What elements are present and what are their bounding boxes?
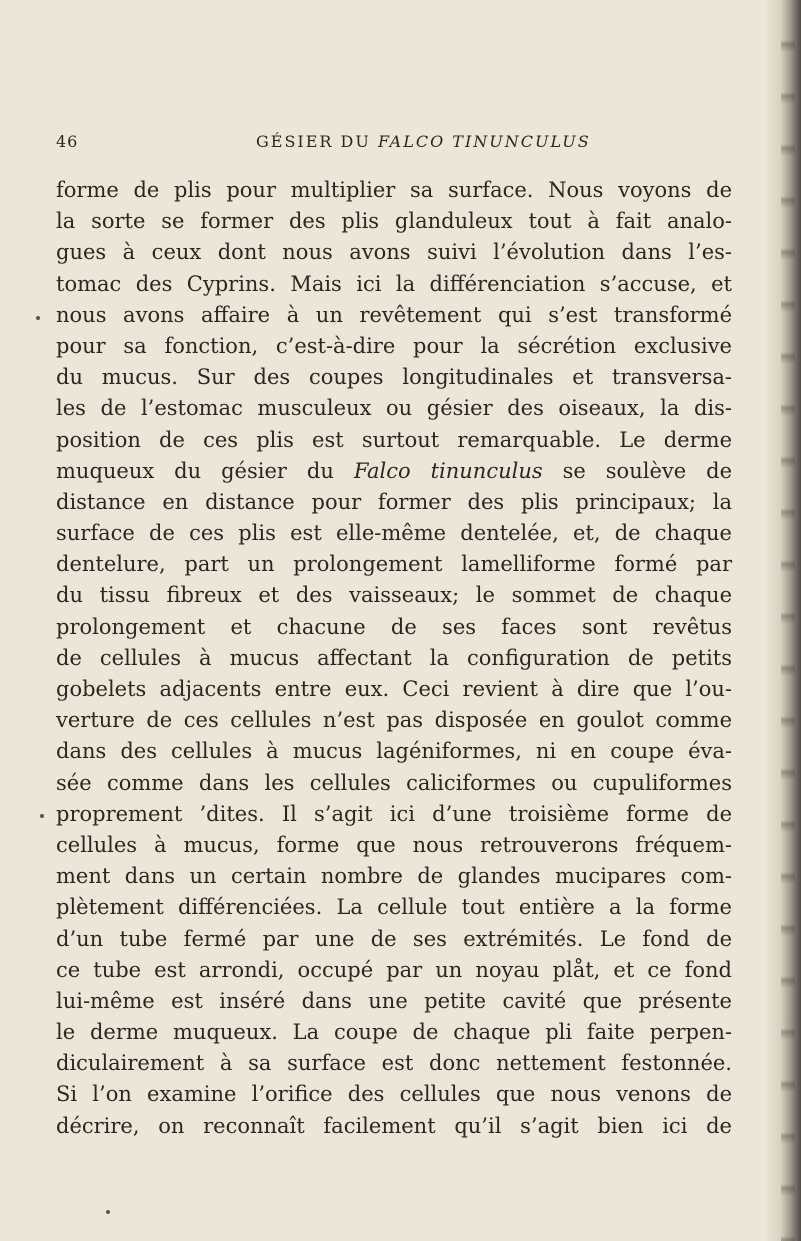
text-line: diculairement à sa surface est donc nettement festonnée. <box>56 1051 732 1076</box>
text-line: du mucus. Sur des coupes longitudinales et transversa- <box>56 365 732 390</box>
margin-speck <box>36 316 40 320</box>
text-line: décrire, on reconnaît facilement qu’il s’agit bien ici de <box>56 1113 732 1138</box>
line-part: se soulève de <box>542 458 733 483</box>
text-line: de cellules à mucus affectant la configuration de petits <box>56 645 732 670</box>
text-line: forme de plis pour multiplier sa surface. Nous voyons de <box>56 178 732 202</box>
text-line: surface de ces plis est elle-même dentelée, et, de chaque <box>56 521 732 546</box>
text-line: distance en distance pour former des plis principaux; la <box>56 489 732 514</box>
text-line: dans des cellules à mucus lagéniformes, ni en coupe éva- <box>56 739 732 764</box>
running-head-species: FALCO TINUNCULUS <box>377 132 591 151</box>
text-line: lui-même est inséré dans une petite cavité que présente <box>56 988 732 1013</box>
running-head-main: GÉSIER DU <box>256 132 378 151</box>
line-part: muqueux du gésier du <box>56 458 354 483</box>
text-line: tomac des Cyprins. Mais ici la différenciation s’accuse, et <box>56 271 732 296</box>
text-line-species <box>56 456 732 487</box>
page-number: 46 <box>56 132 79 151</box>
text-line: d’un tube fermé par une de ses extrémités. Le fond de <box>56 926 732 951</box>
text-line: le derme muqueux. La coupe de chaque pli faite perpen- <box>56 1020 732 1045</box>
text-line: gues à ceux dont nous avons suivi l’évolution dans l’es- <box>56 240 732 265</box>
page-header <box>56 132 736 156</box>
text-line: gobelets adjacents entre eux. Ceci revient à dire que l’ou- <box>56 677 732 701</box>
margin-speck <box>106 1210 110 1214</box>
text-line: verture de ces cellules n’est pas disposée en goulot comme <box>56 708 732 733</box>
text-line: cellules à mucus, forme que nous retrouverons fréquem- <box>56 832 732 857</box>
text-line: dentelure, part un prolongement lamelliforme formé par <box>56 552 732 577</box>
text-line: ment dans un certain nombre de glandes mucipares com- <box>56 864 732 889</box>
text-line: du tissu fibreux et des vaisseaux; le sommet de chaque <box>56 583 732 608</box>
running-head <box>256 132 591 151</box>
species-name: Falco tinunculus <box>353 458 543 483</box>
text-line: Si l’on examine l’orifice des cellules que nous venons de <box>56 1082 732 1107</box>
text-line: proprement ’dites. Il s’agit ici d’une troisième forme de <box>56 801 732 826</box>
margin-speck <box>40 814 44 818</box>
text-line: prolongement et chacune de ses faces sont revêtus <box>56 614 732 639</box>
text-line: position de ces plis est surtout remarquable. Le derme <box>56 427 732 452</box>
text-line: ce tube est arrondi, occupé par un noyau plåt, et ce fond <box>56 957 732 982</box>
text-line: les de l’estomac musculeux ou gésier des oiseaux, la dis- <box>56 396 732 421</box>
text-line: nous avons affaire à un revêtement qui s’est transformé <box>56 302 732 327</box>
page-edge-stains <box>781 0 795 1241</box>
text-line: sée comme dans les cellules caliciformes ou cupuliformes <box>56 770 732 795</box>
text-line: la sorte se former des plis glanduleux tout à fait analo- <box>56 209 732 234</box>
text-line: plètement différenciées. La cellule tout entière a la forme <box>56 895 732 920</box>
text-line: pour sa fonction, c’est-à-dire pour la sécrétion exclusive <box>56 333 732 358</box>
body-text <box>56 175 732 1142</box>
